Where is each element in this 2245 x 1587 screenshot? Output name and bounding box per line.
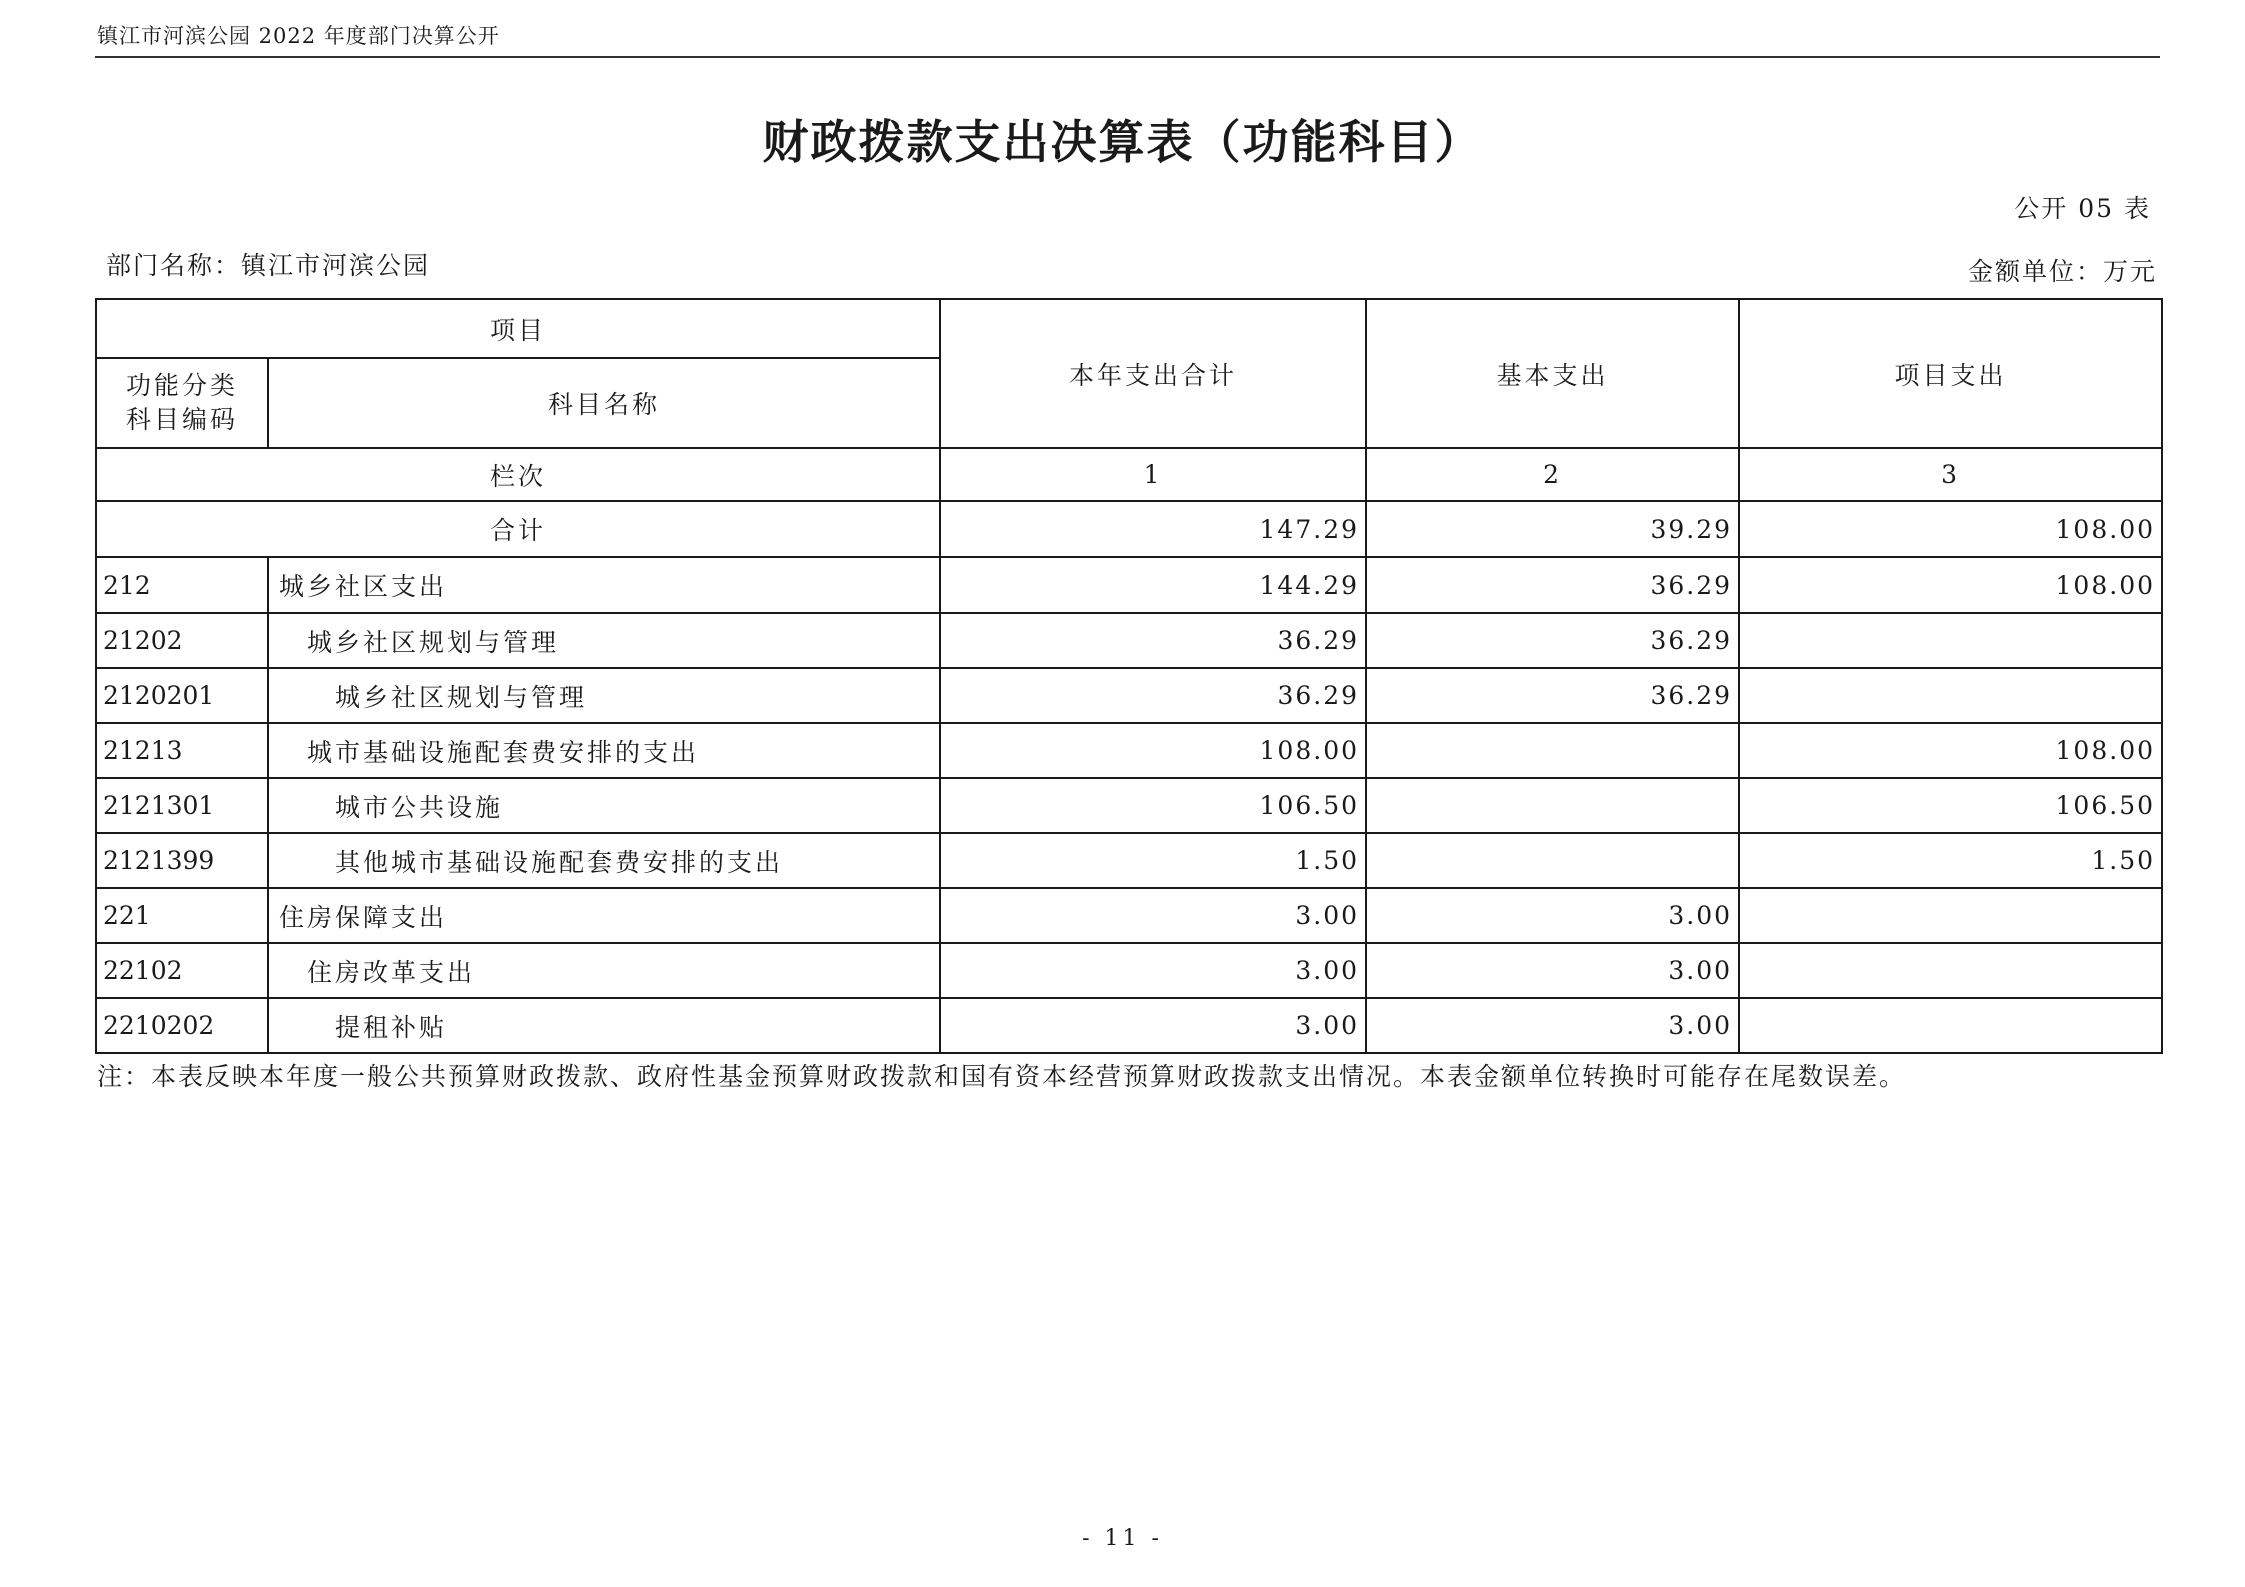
row-basic bbox=[1366, 778, 1739, 833]
row-code: 2121301 bbox=[96, 778, 268, 833]
row-total: 1.50 bbox=[940, 833, 1366, 888]
sum-project: 108.00 bbox=[1739, 501, 2162, 557]
row-name: 城市基础设施配套费安排的支出 bbox=[268, 723, 940, 778]
row-project: 108.00 bbox=[1739, 557, 2162, 613]
row-name: 提租补贴 bbox=[268, 998, 940, 1053]
header-code-line1: 功能分类 bbox=[125, 371, 238, 400]
row-total: 36.29 bbox=[940, 613, 1366, 668]
row-total: 144.29 bbox=[940, 557, 1366, 613]
column-index-3: 3 bbox=[1739, 448, 2162, 501]
amount-unit: 金额单位：万元 bbox=[1967, 257, 2157, 286]
table-note: 注：本表反映本年度一般公共预算财政拨款、政府性基金预算财政拨款和国有资本经营预算财政拨款支出情况。本表金额单位转换时可能存在尾数误差。 bbox=[97, 1062, 1907, 1091]
table-row bbox=[96, 613, 2162, 668]
row-total: 108.00 bbox=[940, 723, 1366, 778]
row-project: 106.50 bbox=[1739, 778, 2162, 833]
row-project bbox=[1739, 943, 2162, 998]
row-basic: 36.29 bbox=[1366, 668, 1739, 723]
column-index-row bbox=[96, 448, 2162, 501]
table-number: 公开 05 表 bbox=[2014, 194, 2151, 223]
row-basic: 36.29 bbox=[1366, 613, 1739, 668]
column-index-label: 栏次 bbox=[96, 448, 940, 501]
row-project bbox=[1739, 888, 2162, 943]
expenditure-table bbox=[95, 298, 2163, 1054]
row-basic bbox=[1366, 723, 1739, 778]
sum-total: 147.29 bbox=[940, 501, 1366, 557]
header-row-1 bbox=[96, 299, 2162, 358]
header-project-expenditure: 项目支出 bbox=[1739, 299, 2162, 448]
row-total: 3.00 bbox=[940, 943, 1366, 998]
table-row bbox=[96, 888, 2162, 943]
row-code: 212 bbox=[96, 557, 268, 613]
row-name: 住房改革支出 bbox=[268, 943, 940, 998]
header-code-line2: 科目编码 bbox=[125, 405, 238, 434]
row-code: 22102 bbox=[96, 943, 268, 998]
department-name: 部门名称：镇江市河滨公园 bbox=[106, 251, 431, 280]
row-name: 城乡社区规划与管理 bbox=[268, 668, 940, 723]
table-row bbox=[96, 998, 2162, 1053]
row-code: 2120201 bbox=[96, 668, 268, 723]
row-total: 3.00 bbox=[940, 888, 1366, 943]
running-header: 镇江市河滨公园 2022 年度部门决算公开 bbox=[97, 24, 500, 48]
row-basic: 3.00 bbox=[1366, 998, 1739, 1053]
page-title: 财政拨款支出决算表（功能科目） bbox=[762, 115, 1483, 169]
row-project bbox=[1739, 668, 2162, 723]
header-project: 项目 bbox=[96, 299, 940, 358]
header-code bbox=[96, 358, 268, 448]
table-row bbox=[96, 668, 2162, 723]
table-row bbox=[96, 833, 2162, 888]
header-rule bbox=[95, 56, 2160, 58]
header-basic: 基本支出 bbox=[1366, 299, 1739, 448]
row-total: 3.00 bbox=[940, 998, 1366, 1053]
row-code: 221 bbox=[96, 888, 268, 943]
sum-basic: 39.29 bbox=[1366, 501, 1739, 557]
table-row bbox=[96, 943, 2162, 998]
row-basic: 3.00 bbox=[1366, 888, 1739, 943]
row-basic: 36.29 bbox=[1366, 557, 1739, 613]
row-basic: 3.00 bbox=[1366, 943, 1739, 998]
row-basic bbox=[1366, 833, 1739, 888]
row-project bbox=[1739, 998, 2162, 1053]
table-row bbox=[96, 778, 2162, 833]
page-number: - 11 - bbox=[1082, 1526, 1163, 1551]
row-name: 住房保障支出 bbox=[268, 888, 940, 943]
row-code: 21213 bbox=[96, 723, 268, 778]
row-code: 21202 bbox=[96, 613, 268, 668]
row-name: 其他城市基础设施配套费安排的支出 bbox=[268, 833, 940, 888]
row-name: 城市公共设施 bbox=[268, 778, 940, 833]
row-name: 城乡社区规划与管理 bbox=[268, 613, 940, 668]
row-project bbox=[1739, 613, 2162, 668]
row-total: 106.50 bbox=[940, 778, 1366, 833]
header-name: 科目名称 bbox=[268, 358, 940, 448]
row-project: 1.50 bbox=[1739, 833, 2162, 888]
row-total: 36.29 bbox=[940, 668, 1366, 723]
row-project: 108.00 bbox=[1739, 723, 2162, 778]
column-index-1: 1 bbox=[940, 448, 1366, 501]
column-index-2: 2 bbox=[1366, 448, 1739, 501]
table-row bbox=[96, 723, 2162, 778]
row-name: 城乡社区支出 bbox=[268, 557, 940, 613]
row-code: 2210202 bbox=[96, 998, 268, 1053]
row-code: 2121399 bbox=[96, 833, 268, 888]
header-total: 本年支出合计 bbox=[940, 299, 1366, 448]
sum-label: 合计 bbox=[96, 501, 940, 557]
table-row bbox=[96, 557, 2162, 613]
sum-row bbox=[96, 501, 2162, 557]
